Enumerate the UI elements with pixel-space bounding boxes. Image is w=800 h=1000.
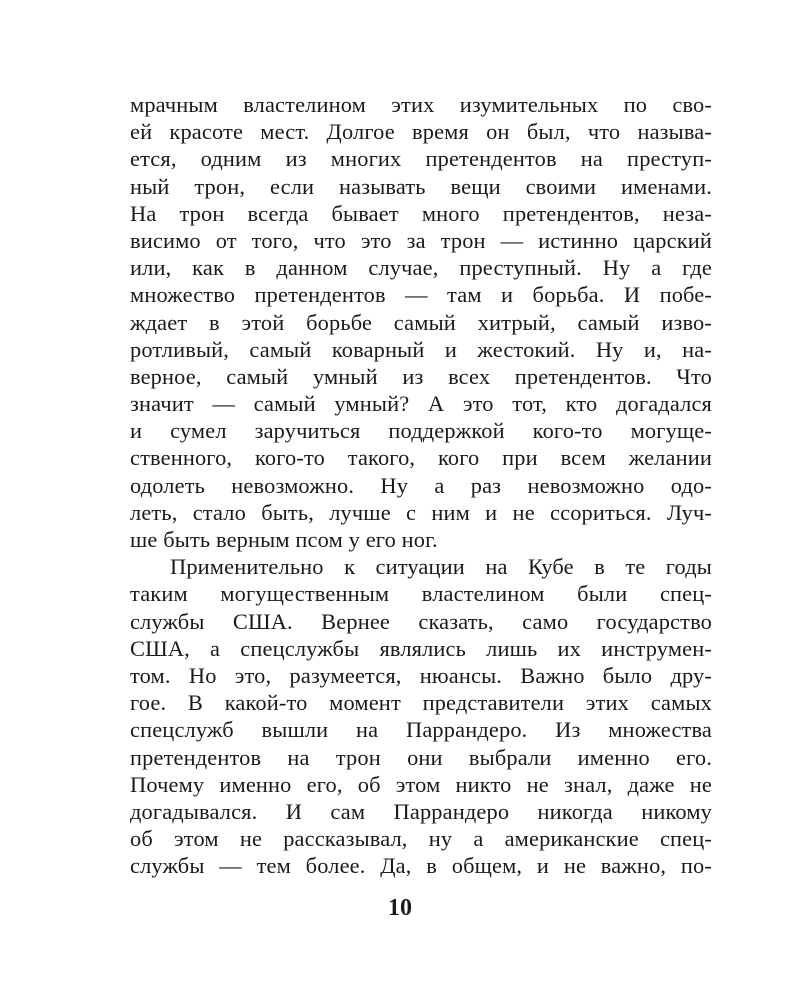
text-line: США, а спецслужбы являлись лишь их инструмен- (130, 635, 712, 661)
text-line: службы США. Вернее сказать, само государство (130, 608, 712, 634)
text-line: висимо от того, что это за трон — истинно царский (130, 227, 712, 253)
text-line: На трон всегда бывает много претендентов, неза- (130, 200, 712, 226)
text-line: мрачным властелином этих изумительных по сво- (130, 92, 712, 117)
text-line: или, как в данном случае, преступный. Ну а где (130, 255, 712, 281)
paragraph-first-line: Применительно к ситуации на Кубе в те годы (170, 554, 712, 580)
text-line: ей красоте мест. Долгое время он был, что называ- (130, 119, 712, 145)
text-line: множество претендентов — там и борьба. И побе- (130, 282, 712, 308)
text-line: об этом не рассказывал, ну а американские спец- (130, 826, 712, 852)
page-number: 10 (388, 895, 412, 921)
text-line: том. Но это, разумеется, нюансы. Важно было дру- (130, 662, 712, 688)
text-line: верное, самый умный из всех претендентов. Что (130, 363, 712, 389)
text-line: и сумел заручиться поддержкой кого-то могуще- (130, 418, 712, 444)
text-line: ждает в этой борьбе самый хитрый, самый изво- (130, 309, 712, 335)
text-line: леть, стало быть, лучше с ним и не ссориться. Луч- (130, 499, 712, 525)
text-line: таким могущественным властелином были спец- (130, 581, 712, 607)
text-line: службы — тем более. Да, в общем, и не важно, по- (130, 853, 712, 879)
text-line: ный трон, если называть вещи своими именами. (130, 173, 712, 199)
paragraph-last-line: ше быть верным псом у его ног. (130, 527, 438, 552)
text-line: спецслужб вышли на Паррандеро. Из множества (130, 717, 712, 743)
text-line: Почему именно его, об этом никто не знал, даже не (130, 771, 712, 797)
text-line: догадывался. И сам Паррандеро никогда никому (130, 798, 712, 824)
text-line: ется, одним из многих претендентов на преступ- (130, 146, 712, 172)
text-line: претендентов на трон они выбрали именно его. (130, 744, 712, 770)
text-line: значит — самый умный? А это тот, кто догадался (130, 391, 712, 417)
page-text-block (130, 91, 712, 879)
text-line: гое. В какой-то момент представители этих самых (130, 690, 712, 716)
text-line: ственного, кого-то такого, кого при всем желании (130, 445, 712, 471)
text-line: одолеть невозможно. Ну а раз невозможно одо- (130, 472, 712, 498)
text-line: ротливый, самый коварный и жестокий. Ну и, на- (130, 336, 712, 362)
